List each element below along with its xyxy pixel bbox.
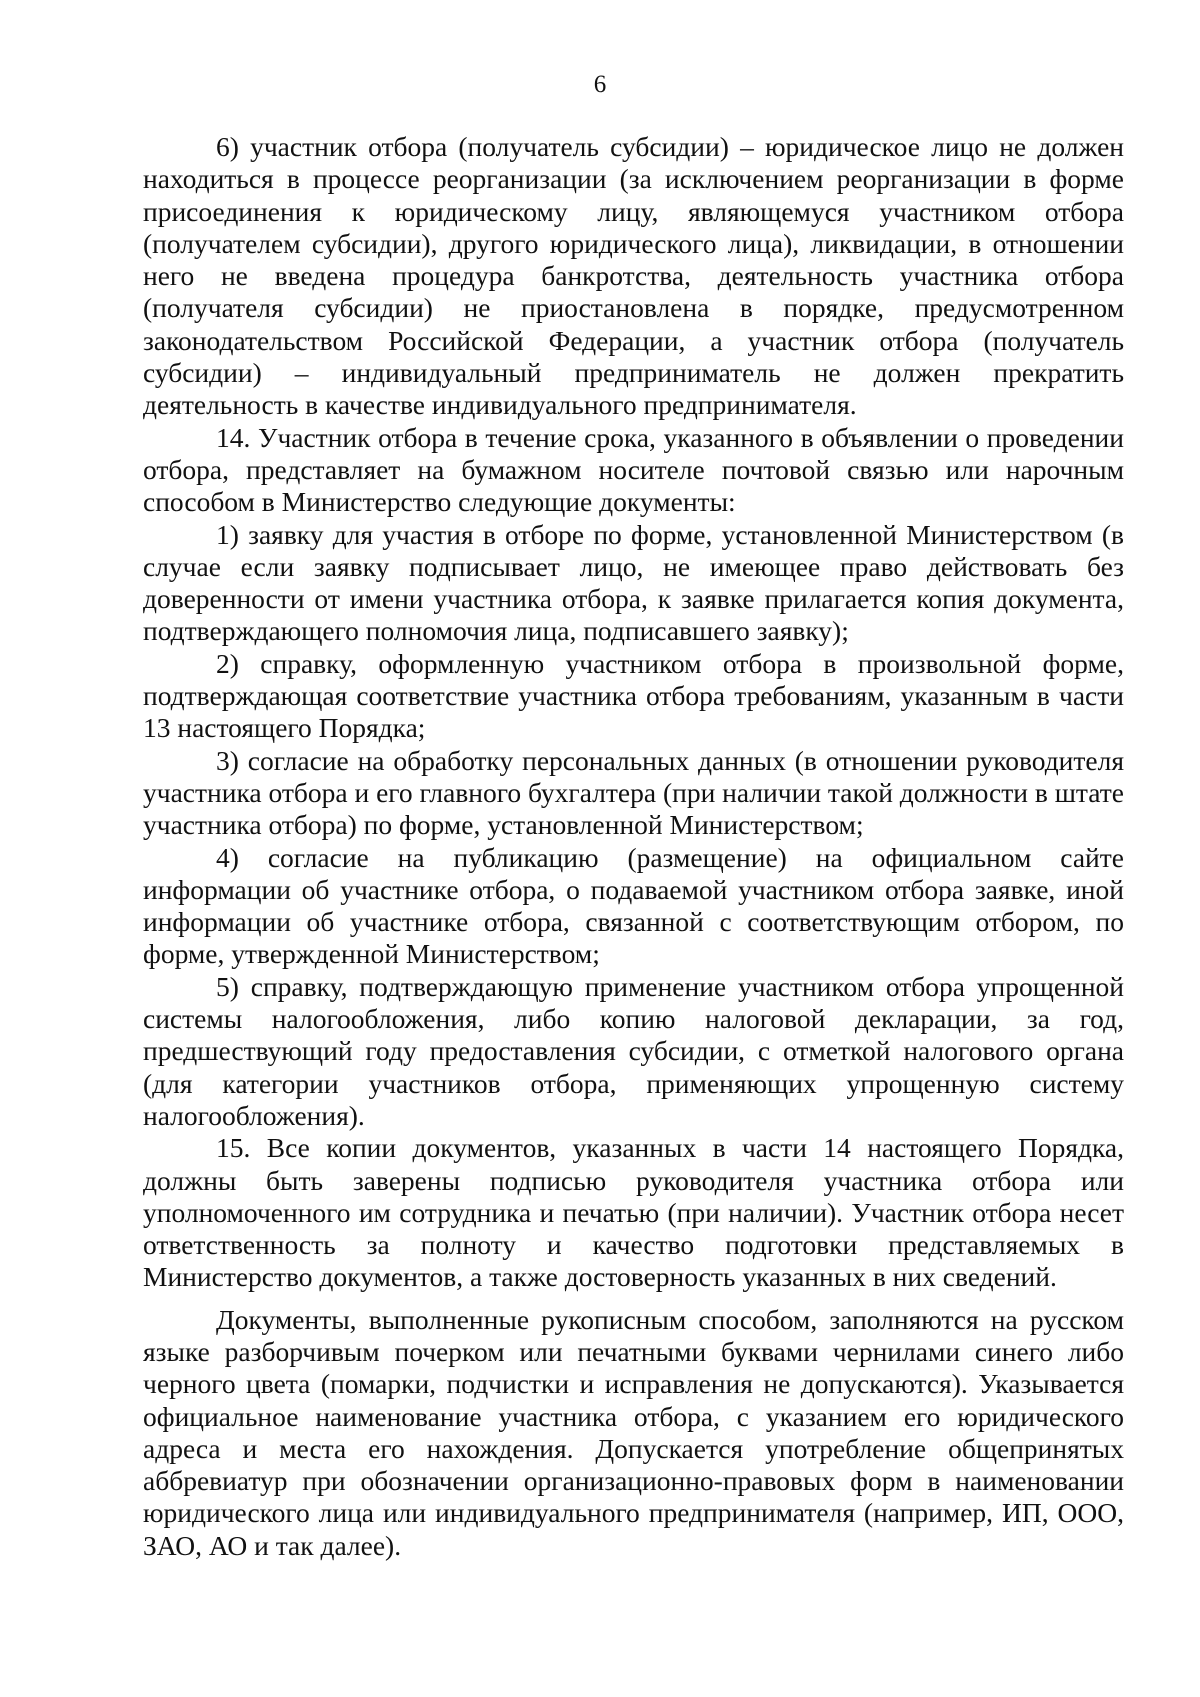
paragraph-item-2: 2) справку, оформленную участником отбора в произвольной форме, подтверждающая соответствие участника отбора требованиям, указанным в части 13 настоящего Порядка; [143, 647, 1124, 744]
paragraph-section-14: 14. Участник отбора в течение срока, указанного в объявлении о проведении отбора, представляет на бумажном носителе почтовой связью или нарочным способом в Министерство следующие документы: [143, 421, 1124, 518]
paragraph-item-5: 5) справку, подтверждающую применение участником отбора упрощенной системы налогообложения, либо копию налоговой декларации, за год, предшествующий году предоставления субсидии, с отметкой налогового органа (для категории участников отбора, применяющих упрощенную систему налогообложения). [143, 970, 1124, 1131]
paragraph-item-4: 4) согласие на публикацию (размещение) на официальном сайте информации об участнике отбора, о подаваемой участником отбора заявке, иной информации об участнике отбора, связанной с соответствующим отбором, по форме, утвержденной Министерством; [143, 841, 1124, 970]
paragraph-handwritten-documents: Документы, выполненные рукописным способом, заполняются на русском языке разборчивым почерком или печатными буквами чернилами синего либо черного цвета (помарки, подчистки и исправления не допускаются). Указывается официальное наименование участника отбора, с указанием его юридического адреса и места его нахождения. Допускается употребление общепринятых аббревиатур при обозначении организационно-правовых форм в наименовании юридического лица или индивидуального предпринимателя (например, ИП, ООО, ЗАО, АО и так далее). [143, 1303, 1124, 1561]
paragraph-item-1: 1) заявку для участия в отборе по форме, установленной Министерством (в случае если заявку подписывает лицо, не имеющее право действовать без доверенности от имени участника отбора, к заявке прилагается копия документа, подтверждающего полномочия лица, подписавшего заявку); [143, 518, 1124, 647]
paragraph-section-15: 15. Все копии документов, указанных в части 14 настоящего Порядка, должны быть заверены подписью руководителя участника отбора или уполномоченного им сотрудника и печатью (при наличии). Участник отбора несет ответственность за полноту и качество подготовки представляемых в Министерство документов, а также достоверность указанных в них сведений. [143, 1132, 1124, 1293]
document-body [143, 131, 1124, 1562]
paragraph-item-3: 3) согласие на обработку персональных данных (в отношении руководителя участника отбора и его главного бухгалтера (при наличии такой должности в штате участника отбора) по форме, установленной Министерством; [143, 744, 1124, 841]
paragraph-item-6: 6) участник отбора (получатель субсидии) – юридическое лицо не должен находиться в процессе реорганизации (за исключением реорганизации в форме присоединения к юридическому лицу, являющемуся участником отбора (получателем субсидии), другого юридического лица), ликвидации, в отношении него не введена процедура банкротства, деятельность участника отбора (получателя субсидии) не приостановлена в порядке, предусмотренном законодательством Российской Федерации, а участник отбора (получатель субсидии) – индивидуальный предприниматель не должен прекратить деятельность в качестве индивидуального предпринимателя. [143, 131, 1124, 421]
page-number: 6 [593, 71, 607, 98]
